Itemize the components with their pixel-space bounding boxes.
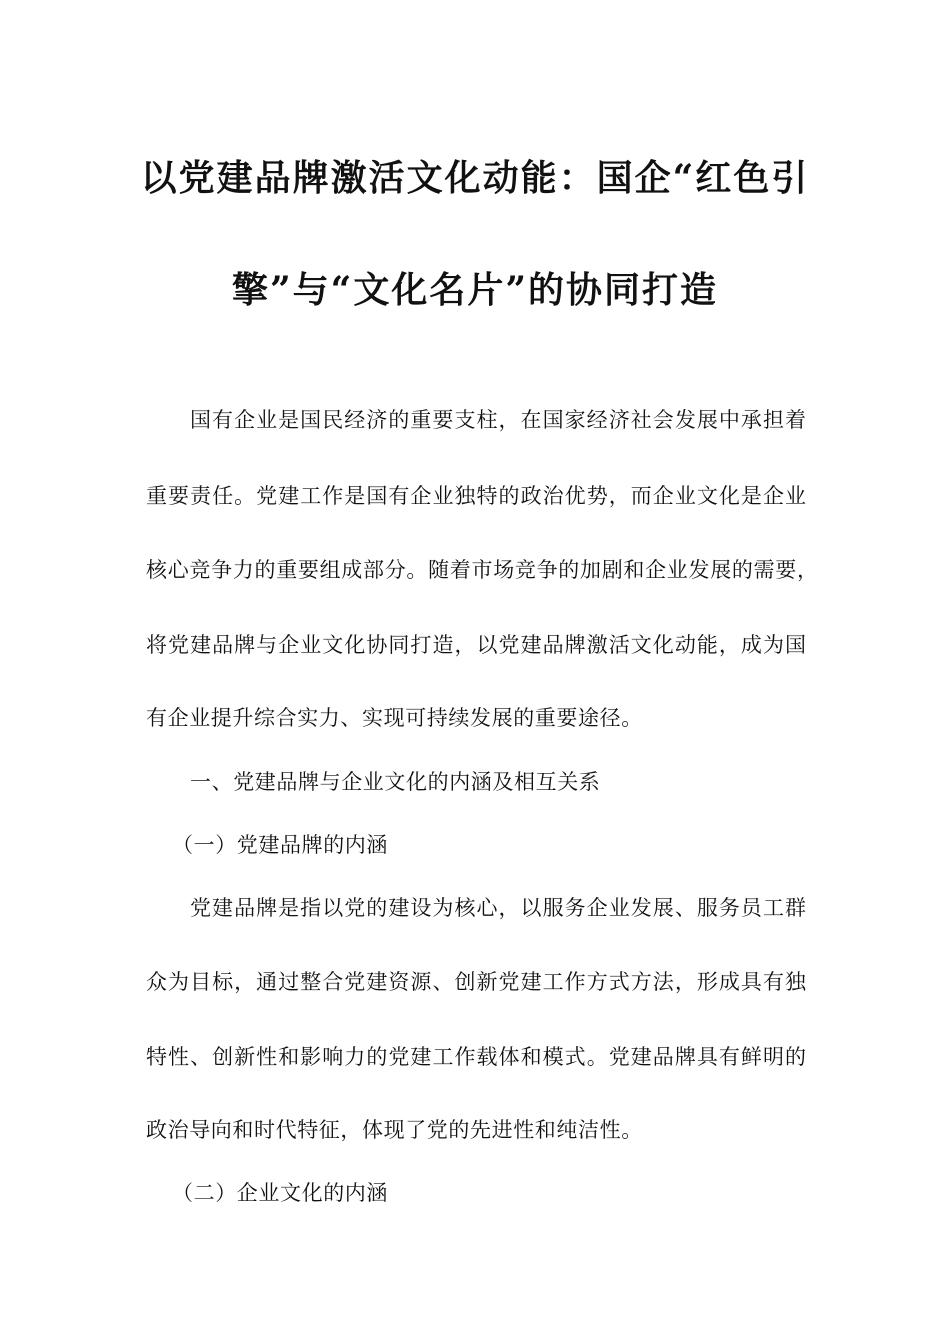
document-title-line-2: 擎”与“文化名片”的协同打造: [231, 269, 719, 311]
paragraph-line: 国有企业是国民经济的重要支柱，在国家经济社会发展中承担着: [190, 408, 806, 432]
paragraph-line: 将党建品牌与企业文化协同打造，以党建品牌激活文化动能，成为国: [146, 633, 806, 657]
subsection-heading-1: （一）党建品牌的内涵: [172, 833, 388, 857]
section-heading-1: 一、党建品牌与企业文化的内涵及相互关系: [190, 770, 601, 794]
paragraph-line: 有企业提升综合实力、实现可持续发展的重要途径。: [146, 706, 643, 730]
paragraph-line: 政治导向和时代特征，体现了党的先进性和纯洁性。: [146, 1118, 643, 1142]
paragraph-line: 核心竞争力的重要组成部分。随着市场竞争的加剧和企业发展的需要，: [146, 558, 818, 582]
paragraph-line: 众为目标，通过整合党建资源、创新党建工作方式方法，形成具有独: [146, 970, 806, 994]
document-title-line-1: 以党建品牌激活文化动能：国企“红色引: [140, 157, 810, 199]
subsection-heading-2: （二）企业文化的内涵: [172, 1181, 388, 1205]
paragraph-line: 重要责任。党建工作是国有企业独特的政治优势，而企业文化是企业: [146, 484, 806, 508]
paragraph-line: 特性、创新性和影响力的党建工作载体和模式。党建品牌具有鲜明的: [146, 1045, 806, 1069]
paragraph-line: 党建品牌是指以党的建设为核心，以服务企业发展、服务员工群: [190, 896, 806, 920]
